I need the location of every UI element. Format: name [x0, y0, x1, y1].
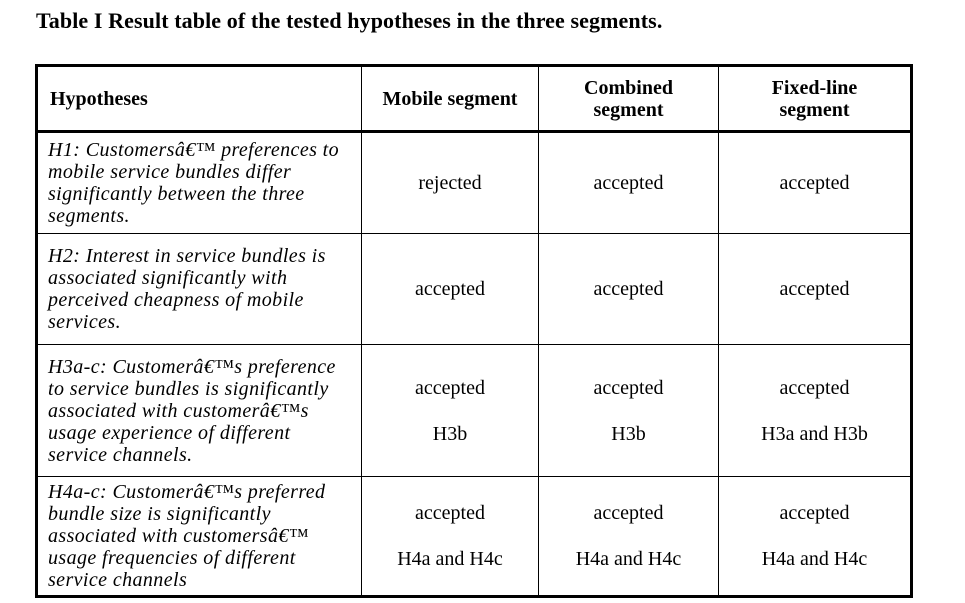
- fixed-result-cell: [719, 477, 912, 597]
- result-detail: H4a and H4c: [397, 548, 503, 570]
- mobile-result-cell: [362, 477, 539, 597]
- table-row: [37, 345, 912, 477]
- result-text: accepted: [415, 278, 485, 300]
- fixed-result-cell: [719, 345, 912, 477]
- mobile-result-cell: [362, 234, 539, 345]
- result-text: accepted: [415, 502, 485, 524]
- mobile-result-cell: [362, 132, 539, 234]
- table-row: [37, 477, 912, 597]
- hypothesis-cell: H4a-c: Customerâ€™s preferred bundle size is significantly associated with customersâ€™ usage frequencies of different service channels: [37, 477, 362, 597]
- combined-result-cell: [539, 234, 719, 345]
- header-hypotheses: Hypotheses: [37, 66, 362, 132]
- results-table: [35, 64, 913, 598]
- table-caption: Table I Result table of the tested hypotheses in the three segments.: [36, 8, 663, 33]
- mobile-result-cell: [362, 345, 539, 477]
- hypothesis-cell: H3a-c: Customerâ€™s preference to service bundles is significantly associated with customerâ€™s usage experience of different service channels.: [37, 345, 362, 477]
- result-text: accepted: [779, 172, 850, 194]
- hypothesis-cell: H1: Customersâ€™ preferences to mobile service bundles differ significantly between the three segments.: [37, 132, 362, 234]
- hypothesis-cell: H2: Interest in service bundles is associated significantly with perceived cheapness of mobile services.: [37, 234, 362, 345]
- combined-result-cell: [539, 345, 719, 477]
- fixed-result-cell: [719, 132, 912, 234]
- result-text: rejected: [418, 172, 482, 194]
- result-text: accepted: [593, 172, 664, 194]
- result-detail: H4a and H4c: [761, 548, 868, 570]
- result-text: accepted: [779, 278, 850, 300]
- table-row: [37, 132, 912, 234]
- fixed-result-cell: [719, 234, 912, 345]
- combined-result-cell: [539, 477, 719, 597]
- header-mobile-segment: Mobile segment: [362, 66, 539, 132]
- result-text: accepted: [415, 376, 485, 399]
- header-combined-segment: Combined segment: [539, 66, 719, 132]
- combined-result-cell: [539, 132, 719, 234]
- result-text: accepted: [779, 376, 850, 399]
- result-text: accepted: [779, 502, 850, 524]
- result-detail: H3a and H3b: [761, 422, 868, 445]
- result-detail: H3b: [611, 422, 646, 445]
- header-fixed-line-segment: Fixed-line segment: [719, 66, 912, 132]
- result-text: accepted: [593, 502, 664, 524]
- result-detail: H3b: [432, 422, 468, 445]
- result-detail: H4a and H4c: [575, 548, 682, 570]
- table-header-row: [37, 66, 912, 132]
- result-text: accepted: [593, 376, 664, 399]
- table-row: [37, 234, 912, 345]
- result-text: accepted: [593, 278, 664, 300]
